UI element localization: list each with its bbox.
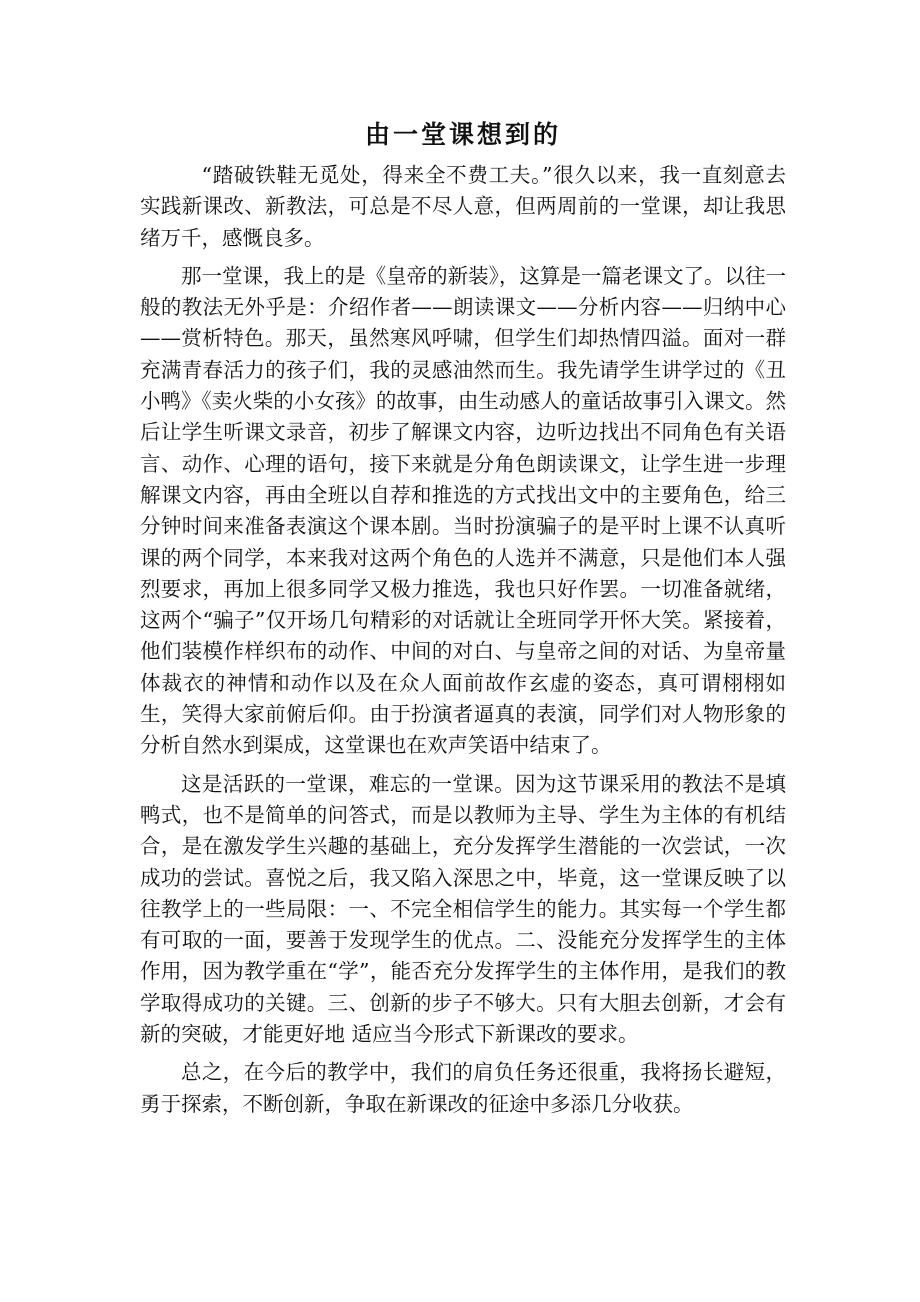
paragraph-1: “踏破铁鞋无觅处，得来全不费工夫。”很久以来，我一直刻意去实践新课改、新教法，可总是不尽人意，但两周前的一堂课，却让我思绪万千，感慨良多。	[140, 163, 786, 250]
paragraph-4: 总之，在今后的教学中，我们的肩负任务还很重，我将扬长避短，勇于探索，不断创新，争取在新课改的征途中多添几分收获。	[140, 1060, 786, 1116]
paragraph-3: 这是活跃的一堂课，难忘的一堂课。因为这节课采用的教法不是填鸭式，也不是简单的问答式，而是以教师为主导、学生为主体的有机结合，是在激发学生兴趣的基础上，充分发挥学生潜能的一次尝试，一次成功的尝试。喜悦之后，我又陷入深思之中，毕竟，这一堂课反映了以往教学上的一些局限：一、不完全相信学生的能力。其实每一个学生都有可取的一面，要善于发现学生的优点。二、没能充分发挥学生的主体作用，因为教学重在“学”，能否充分发挥学生的主体作用，是我们的教学取得成功的关键。三、创新的步子不够大。只有大胆去创新，才会有新的突破，才能更好地 适应当今形式下新课改的要求。	[140, 771, 786, 1047]
document-page	[140, 118, 786, 1127]
document-title: 由一堂课想到的	[364, 120, 561, 149]
paragraph-2: 那一堂课，我上的是《皇帝的新装》，这算是一篇老课文了。以往一般的教法无外乎是：介绍作者——朗读课文——分析内容——归纳中心——赏析特色。那天，虽然寒风呼啸，但学生们却热情四溢。面对一群充满青春活力的孩子们，我的灵感油然而生。我先请学生讲学过的《丑小鸭》《卖火柴的小女孩》的故事，由生动感人的童话故事引入课文。然后让学生听课文录音，初步了解课文内容，边听边找出不同角色有关语言、动作、心理的语句，接下来就是分角色朗读课文，让学生进一步理解课文内容，再由全班以自荐和推选的方式找出文中的主要角色，给三分钟时间来准备表演这个课本剧。当时扮演骗子的是平时上课不认真听课的两个同学，本来我对这两个角色的人选并不满意，只是他们本人强烈要求，再加上很多同学又极力推选，我也只好作罢。一切准备就绪，这两个“骗子”仅开场几句精彩的对话就让全班同学开怀大笑。紧接着，他们装模作样织布的动作、中间的对白、与皇帝之间的对话、为皇帝量体裁衣的神情和动作以及在众人面前故作玄虚的姿态，真可谓栩栩如生，笑得大家前俯后仰。由于扮演者逼真的表演，同学们对人物形象的分析自然水到渠成，这堂课也在欢声笑语中结束了。	[140, 263, 786, 758]
